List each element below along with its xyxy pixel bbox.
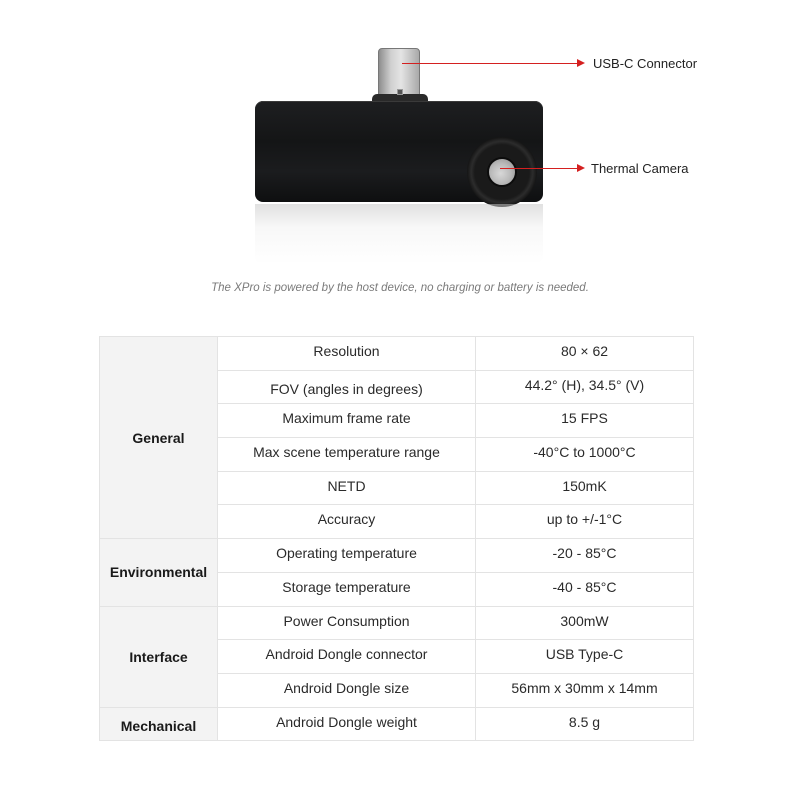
value-cell: -40°C to 1000°C xyxy=(476,438,694,472)
value-cell: 150mK xyxy=(476,471,694,505)
value-cell: 80 × 62 xyxy=(476,337,694,371)
arrow-right-icon xyxy=(577,59,585,67)
param-cell: Storage temperature xyxy=(218,572,476,606)
param-cell: Android Dongle weight xyxy=(218,707,476,741)
table-row xyxy=(100,707,694,741)
param-cell: Android Dongle connector xyxy=(218,640,476,674)
thermal-camera-callout-line xyxy=(500,168,577,169)
value-cell: -20 - 85°C xyxy=(476,539,694,573)
usb-c-callout-line xyxy=(402,63,577,64)
param-cell: Operating temperature xyxy=(218,539,476,573)
value-cell: 56mm x 30mm x 14mm xyxy=(476,673,694,707)
param-cell: Power Consumption xyxy=(218,606,476,640)
param-cell: FOV (angles in degrees) xyxy=(218,370,476,404)
usb-c-callout-label: USB-C Connector xyxy=(593,56,698,71)
param-cell: Max scene temperature range xyxy=(218,438,476,472)
value-cell: -40 - 85°C xyxy=(476,572,694,606)
value-cell: 300mW xyxy=(476,606,694,640)
thermal-lens-glass xyxy=(487,157,517,187)
caption-text: The XPro is powered by the host device, no charging or battery is needed. xyxy=(211,282,589,294)
table-row xyxy=(100,606,694,640)
arrow-right-icon xyxy=(577,164,585,172)
group-label-general: General xyxy=(100,337,218,539)
product-illustration xyxy=(0,0,800,300)
param-cell: NETD xyxy=(218,471,476,505)
group-label-interface: Interface xyxy=(100,606,218,707)
table-row xyxy=(100,337,694,371)
table-row xyxy=(100,539,694,573)
param-cell: Accuracy xyxy=(218,505,476,539)
spec-table xyxy=(99,336,694,741)
value-cell: USB Type-C xyxy=(476,640,694,674)
value-cell: up to +/-1°C xyxy=(476,505,694,539)
param-cell: Android Dongle size xyxy=(218,673,476,707)
thermal-camera-callout-label: Thermal Camera xyxy=(591,161,689,176)
param-cell: Resolution xyxy=(218,337,476,371)
dongle-reflection xyxy=(255,204,543,264)
value-cell: 44.2° (H), 34.5° (V) xyxy=(476,370,694,404)
value-cell: 8.5 g xyxy=(476,707,694,741)
group-label-mechanical: Mechanical xyxy=(100,707,218,741)
usb-c-plug-notch xyxy=(397,89,403,95)
group-label-environmental: Environmental xyxy=(100,539,218,606)
param-cell: Maximum frame rate xyxy=(218,404,476,438)
value-cell: 15 FPS xyxy=(476,404,694,438)
